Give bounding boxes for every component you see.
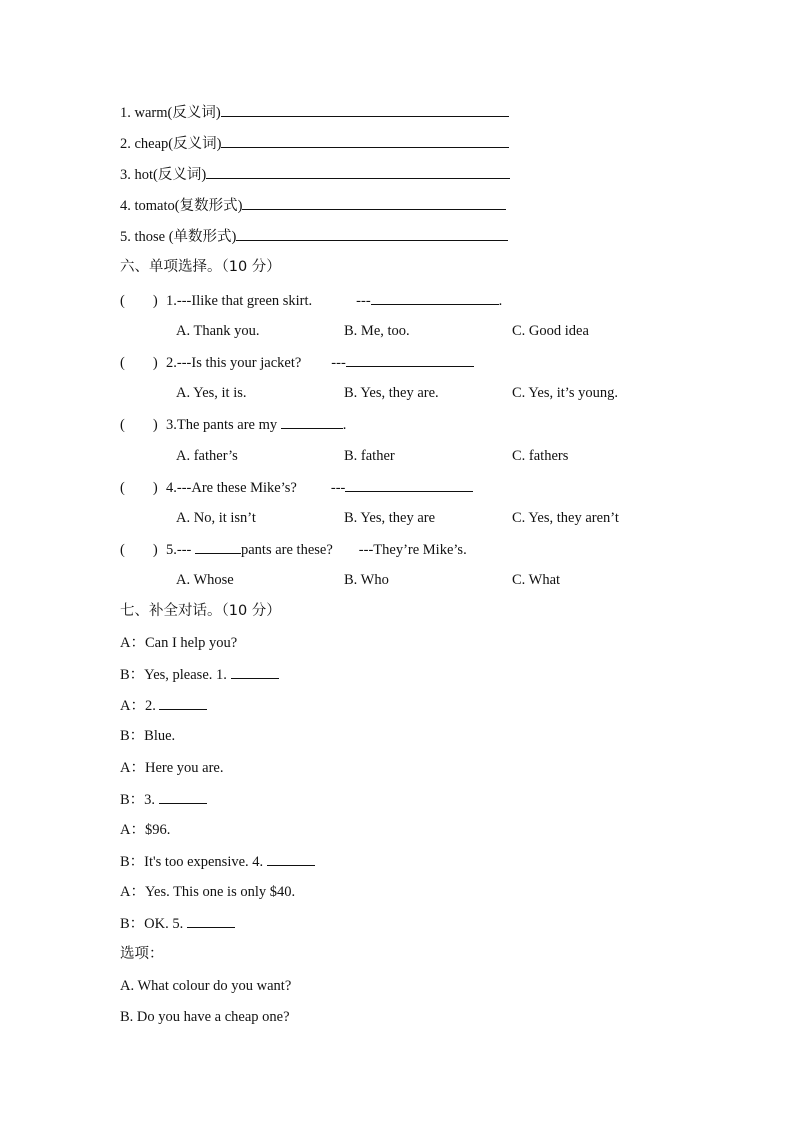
dialogue-text: It's too expensive. 4.	[144, 854, 264, 870]
question-4	[120, 477, 473, 498]
speaker-label: A：	[120, 760, 145, 776]
answer-blank[interactable]	[221, 133, 509, 148]
speaker-label: B：	[120, 916, 145, 932]
answer-blank[interactable]	[206, 164, 510, 179]
question-stem: 4.---Are these Mike’s?	[166, 480, 297, 496]
dialogue-text: 2.	[144, 698, 156, 714]
dialogue-line-7	[120, 820, 170, 840]
option-4a[interactable]: A. No, it isn’t	[176, 510, 256, 526]
dialogue-line-5	[120, 758, 223, 778]
question-reply: ---They’re Mike’s.	[358, 542, 467, 558]
dialogue-line-6	[120, 789, 207, 810]
option-5c[interactable]: C. What	[512, 572, 561, 588]
answer-blank[interactable]	[236, 226, 508, 241]
option-2a[interactable]: A. Yes, it is.	[176, 385, 247, 401]
speaker-label: B：	[120, 728, 145, 744]
question-reply: ---	[330, 480, 346, 496]
dialogue-line-1	[120, 633, 237, 653]
speaker-label: B：	[120, 667, 145, 683]
dialogue-blank[interactable]	[159, 789, 207, 804]
question-stem: 2.---Is this your jacket?	[166, 355, 302, 371]
dialogue-text: Here you are.	[144, 760, 224, 776]
word-item-text: 2. cheap(反义词)	[120, 136, 222, 152]
question-stem-rest: pants are these?	[241, 542, 333, 558]
word-item-text: 5. those (单数形式)	[120, 229, 237, 245]
dialogue-line-2	[120, 664, 279, 685]
dialogue-blank[interactable]	[187, 913, 235, 928]
option-3c[interactable]: C. fathers	[512, 448, 569, 464]
word-item-text: 4. tomato(复数形式)	[120, 198, 243, 214]
dialogue-text: 3.	[144, 792, 156, 808]
dialogue-blank[interactable]	[159, 695, 207, 710]
word-item-text: 1. warm(反义词)	[120, 105, 221, 121]
option-4c[interactable]: C. Yes, they aren’t	[512, 510, 619, 526]
option-3b[interactable]: B. father	[344, 448, 395, 464]
option-5a[interactable]: A. Whose	[176, 572, 234, 588]
speaker-label: A：	[120, 884, 145, 900]
word-item-5	[120, 226, 508, 247]
options-label: 选项：	[120, 946, 164, 962]
question-blank[interactable]	[281, 414, 343, 429]
speaker-label: A：	[120, 635, 145, 651]
speaker-label: B：	[120, 792, 145, 808]
dialogue-text: Yes, please. 1.	[144, 667, 227, 683]
option-2b[interactable]: B. Yes, they are.	[344, 385, 439, 401]
question-2	[120, 352, 474, 373]
question-stem: 5.---	[166, 542, 192, 558]
word-item-3	[120, 164, 510, 185]
speaker-label: B：	[120, 854, 145, 870]
reply-blank[interactable]	[345, 477, 473, 492]
dialogue-line-3	[120, 695, 207, 716]
reply-blank[interactable]	[346, 352, 474, 367]
question-blank[interactable]	[195, 539, 241, 554]
dialogue-text: OK. 5.	[144, 916, 184, 932]
question-reply: ---	[356, 293, 371, 309]
word-item-2	[120, 133, 509, 154]
word-item-text: 3. hot(反义词)	[120, 167, 207, 183]
dialogue-blank[interactable]	[231, 664, 279, 679]
dialogue-text: Yes. This one is only $40.	[144, 884, 296, 900]
question-reply: ---	[331, 355, 346, 371]
answer-blank[interactable]	[221, 102, 509, 117]
dialogue-line-9	[120, 882, 295, 902]
question-5	[120, 539, 467, 560]
dialogue-option-b: B. Do you have a cheap one?	[120, 1009, 290, 1025]
answer-paren[interactable]: ( )	[120, 355, 158, 371]
option-3a[interactable]: A. father’s	[176, 448, 238, 464]
answer-paren[interactable]: ( )	[120, 293, 158, 309]
question-stem: 1.---Ilike that green skirt.	[166, 293, 313, 309]
section-7-heading: 七、补全对话。（10 分）	[120, 603, 281, 619]
word-item-4	[120, 195, 506, 216]
speaker-label: A：	[120, 822, 145, 838]
dialogue-line-4	[120, 726, 175, 746]
answer-blank[interactable]	[242, 195, 506, 210]
option-1b[interactable]: B. Me, too.	[344, 323, 410, 339]
option-5b[interactable]: B. Who	[344, 572, 389, 588]
section-6-heading: 六、单项选择。（10 分）	[120, 259, 281, 275]
dialogue-line-8	[120, 851, 315, 872]
option-1a[interactable]: A. Thank you.	[176, 323, 260, 339]
reply-blank[interactable]	[371, 290, 499, 305]
dialogue-text: Blue.	[144, 728, 176, 744]
question-3: ( ) 3.The pants are my .	[120, 414, 346, 435]
question-stem: 3.The pants are my	[166, 417, 278, 433]
dialogue-text: $96.	[144, 822, 171, 838]
answer-paren[interactable]: ( )	[120, 417, 158, 433]
dialogue-line-10	[120, 913, 235, 934]
dialogue-blank[interactable]	[267, 851, 315, 866]
option-2c[interactable]: C. Yes, it’s young.	[512, 385, 618, 401]
dialogue-text: Can I help you?	[144, 635, 238, 651]
question-1: ( ) 1.---Ilike that green skirt. --- .	[120, 290, 502, 311]
answer-paren[interactable]: ( )	[120, 542, 158, 558]
option-4b[interactable]: B. Yes, they are	[344, 510, 436, 526]
speaker-label: A：	[120, 698, 145, 714]
answer-paren[interactable]: ( )	[120, 480, 158, 496]
option-1c[interactable]: C. Good idea	[512, 323, 589, 339]
dialogue-option-a: A. What colour do you want?	[120, 978, 292, 994]
word-item-1	[120, 102, 509, 123]
